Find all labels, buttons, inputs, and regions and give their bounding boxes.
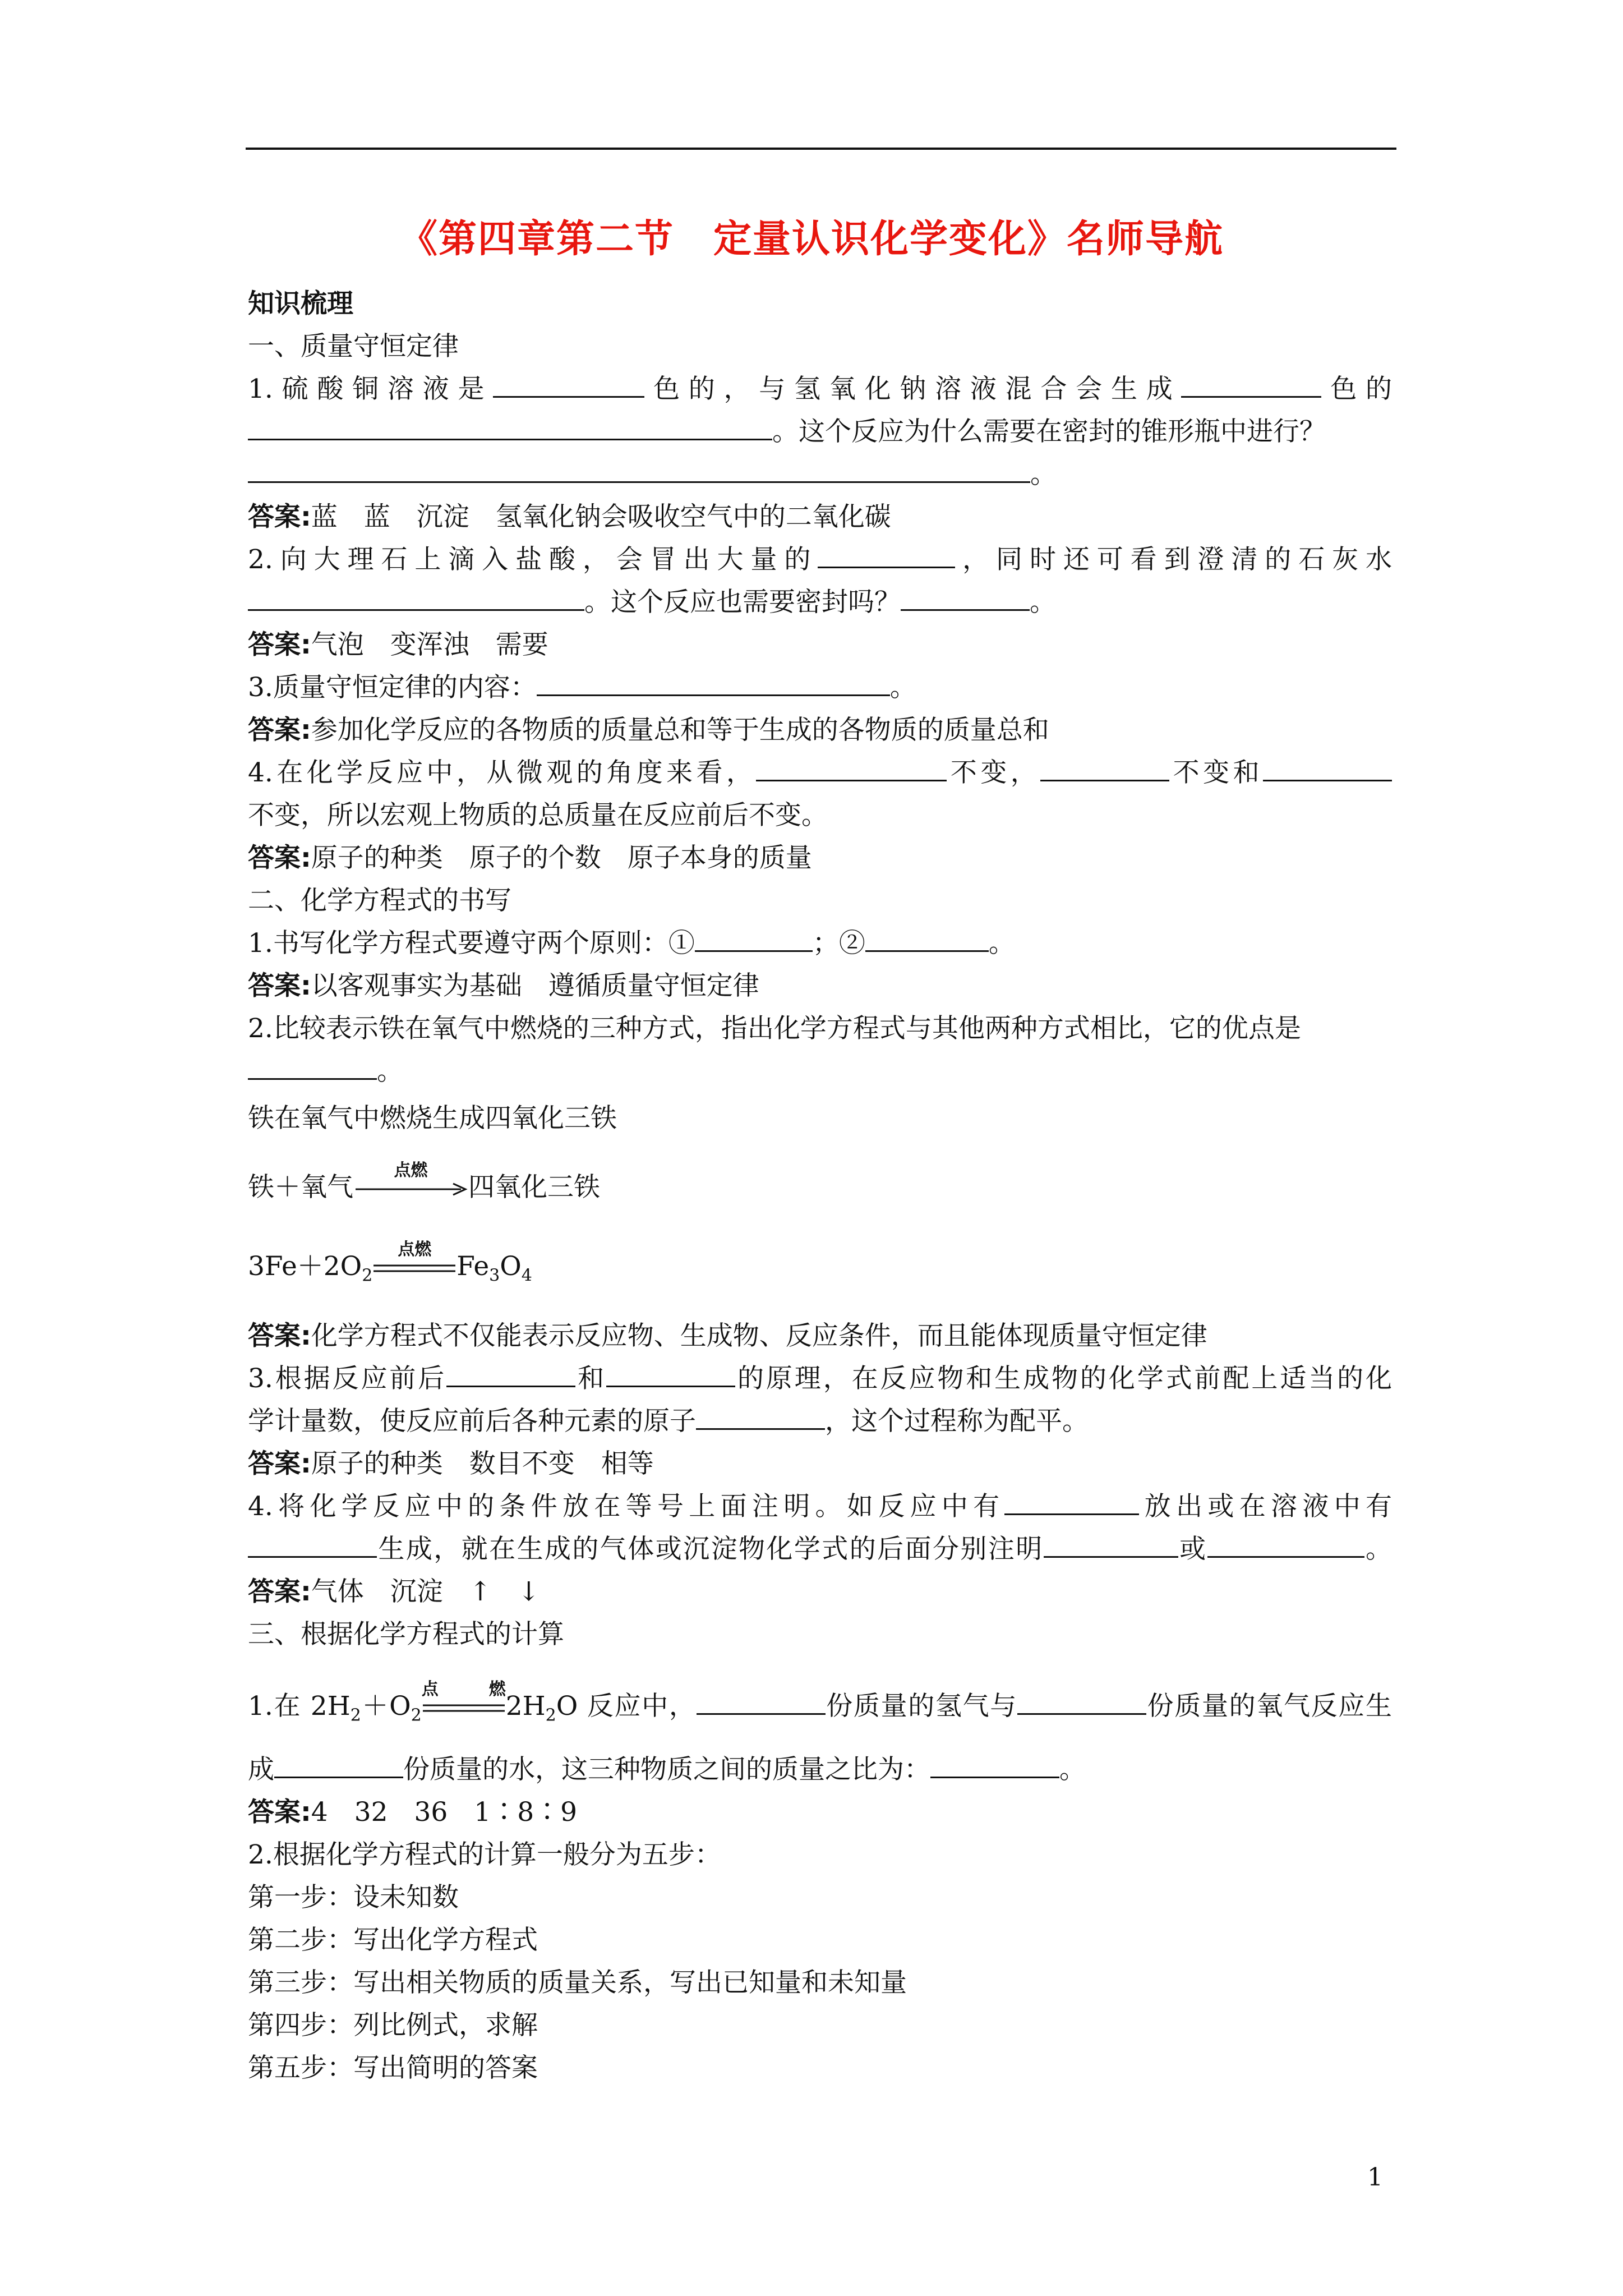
answer-text: 原子的种类 原子的个数 原子本身的质量 [311, 843, 812, 873]
q-text: 学计量数，使反应前后各种元素的原子 [248, 1406, 696, 1437]
page-number: 1 [1367, 2163, 1383, 2192]
formula-right: O [500, 1251, 522, 1282]
part1-q2-line2 [248, 585, 1056, 620]
q-text: 3.根据反应前后 [248, 1363, 447, 1394]
answer-label: 答案: [248, 715, 311, 746]
q-text: 色的 [1321, 374, 1393, 404]
part2-a2 [248, 1318, 1207, 1354]
answer-text: 气泡 变浑浊 需要 [311, 629, 548, 660]
q-text: 或 [1178, 1534, 1207, 1565]
reaction-condition: 点燃 [394, 1161, 428, 1180]
q-text: 1.在 2H [248, 1691, 351, 1722]
answer-blank [493, 371, 644, 398]
step-item: 第一步：设未知数 [248, 1882, 459, 1913]
answer-blank [274, 1752, 403, 1778]
answer-blank [697, 1688, 826, 1715]
q-text: 。 [1364, 1534, 1393, 1565]
subscript: 2 [411, 1705, 422, 1726]
part2-way3 [248, 1240, 532, 1294]
q-text: 。这个反应为什么需要在密封的锥形瓶中进行？ [772, 416, 1326, 447]
section-heading: 知识梳理 [248, 288, 353, 319]
answer-blank [756, 755, 947, 781]
q-text: 3.质量守恒定律的内容： [248, 672, 537, 703]
step-item: 第二步：写出化学方程式 [248, 1925, 538, 1955]
q-text: 。 [889, 672, 916, 703]
part3-a1 [248, 1795, 577, 1830]
q-text: 色的，与氢氧化钠溶液混合会生成 [644, 374, 1182, 404]
part2-a4 [248, 1574, 540, 1610]
answer-blank [901, 585, 1030, 611]
q-text: 份质量的水，这三种物质之间的质量之比为： [403, 1754, 930, 1785]
q-text: 成 [248, 1754, 274, 1785]
subscript: 4 [521, 1266, 532, 1286]
q-text: 1.硫酸铜溶液是 [248, 374, 494, 404]
answer-text: 气体 沉淀 ↑ ↓ [311, 1576, 540, 1607]
reaction-equals [421, 1680, 506, 1724]
answer-blank [695, 926, 813, 952]
q-text: 份质量的氧气反应生 [1146, 1691, 1392, 1722]
q-text: 4.在化学反应中，从微观的角度来看， [248, 757, 757, 788]
q-text: 2.向大理石上滴入盐酸，会冒出大量的 [248, 544, 818, 575]
answer-blank [248, 585, 584, 611]
answer-label: 答案: [248, 843, 311, 873]
answer-blank [1263, 755, 1392, 781]
part2-q1 [248, 926, 1015, 961]
part2-a3 [248, 1446, 654, 1482]
part2-way1: 铁在氧气中燃烧生成四氧化三铁 [248, 1103, 617, 1134]
part1-a1 [248, 499, 891, 535]
part1-heading: 一、质量守恒定律 [248, 331, 459, 362]
answer-blank [606, 1361, 735, 1387]
part2-q4-line2 [248, 1531, 1392, 1567]
q-text: 。这个反应也需要密封吗？ [584, 587, 901, 618]
part2-q2-line1: 2.比较表示铁在氧气中燃烧的三种方式，指出化学方程式与其他两种方式相比，它的优点是 [248, 1013, 1301, 1044]
answer-blank [537, 670, 890, 696]
q-text: ，同时还可看到澄清的石灰水 [955, 544, 1393, 575]
page-title: 《第四章第二节 定量认识化学变化》名师导航 [399, 217, 1224, 261]
word-equation-left: 铁＋氧气 [248, 1172, 353, 1203]
step-item: 第四步：列比例式，求解 [248, 2010, 538, 2041]
q-text: 和 [575, 1363, 607, 1394]
part2-q3-line1 [248, 1361, 1392, 1397]
answer-label: 答案: [248, 1448, 311, 1479]
q-text: ＋O [361, 1691, 411, 1722]
answer-text: 蓝 蓝 沉淀 氢氧化钠会吸收空气中的二氧化碳 [311, 501, 891, 532]
part2-way2 [248, 1161, 600, 1205]
part3-q1-line2 [248, 1752, 1086, 1788]
reaction-arrow [353, 1161, 468, 1205]
q-text: 。 [988, 928, 1015, 959]
answer-text: 以客观事实为基础 遵循质量守恒定律 [311, 970, 759, 1001]
answer-blank [248, 457, 1030, 483]
answer-blank [1040, 755, 1169, 781]
q-text: 1.书写化学方程式要遵守两个原则：① [248, 928, 695, 959]
q-text: 。 [1030, 587, 1056, 618]
part2-a1 [248, 968, 759, 1004]
q-text: 不变和 [1169, 757, 1264, 788]
q-text: 不变， [947, 757, 1041, 788]
part1-q4-line1 [248, 755, 1392, 791]
answer-blank [818, 542, 955, 568]
part2-q4-line1 [248, 1489, 1392, 1525]
part1-q1-line3 [248, 457, 1057, 493]
step-item: 第三步：写出相关物质的质量关系，写出已知量和未知量 [248, 1967, 907, 1998]
q-text: 2H [505, 1691, 546, 1722]
part1-q3 [248, 670, 916, 706]
part3-q1-line1 [248, 1680, 1392, 1733]
answer-blank [1004, 1489, 1139, 1515]
answer-blank [248, 1531, 377, 1558]
answer-label: 答案: [248, 629, 311, 660]
answer-label: 答案: [248, 1576, 311, 1607]
answer-blank [696, 1404, 825, 1430]
q-text: 。 [1030, 459, 1057, 490]
part1-q4-line2: 不变，所以宏观上物质的总质量在反应前后不变。 [248, 800, 828, 831]
q-text: O 反应中， [556, 1691, 697, 1722]
answer-text: 4 32 36 1∶8∶9 [311, 1797, 578, 1828]
part1-q1-line2 [248, 414, 1326, 450]
answer-blank [248, 1053, 377, 1080]
answer-blank [1181, 371, 1321, 398]
answer-label: 答案: [248, 1320, 311, 1351]
part1-a2 [248, 627, 548, 663]
answer-blank [1017, 1688, 1146, 1715]
answer-blank [1207, 1531, 1364, 1558]
q-text: 生成，就在生成的气体或沉淀物化学式的后面分别注明 [377, 1534, 1044, 1565]
answer-label: 答案: [248, 970, 311, 1001]
reaction-condition: 点燃 [421, 1680, 506, 1699]
part2-q2-line2 [248, 1053, 403, 1089]
q-text: 放出或在溶液中有 [1139, 1491, 1393, 1522]
answer-blank [248, 414, 772, 440]
part1-a4 [248, 840, 812, 876]
q-text: 的原理，在反应物和生成物的化学式前配上适当的化 [735, 1363, 1393, 1394]
reaction-condition: 点燃 [398, 1240, 432, 1259]
subscript: 2 [350, 1705, 361, 1726]
header-rule [246, 148, 1396, 150]
answer-blank [1044, 1531, 1178, 1558]
q-text: ；② [812, 928, 865, 959]
q-text: ，这个过程称为配平。 [825, 1406, 1089, 1437]
answer-label: 答案: [248, 501, 311, 532]
q-text: 份质量的氢气与 [825, 1691, 1017, 1722]
subscript: 3 [489, 1266, 500, 1286]
part2-heading: 二、化学方程式的书写 [248, 885, 511, 916]
part3-q2: 2.根据化学方程式的计算一般分为五步： [248, 1839, 721, 1870]
q-text: 。 [1059, 1754, 1086, 1785]
formula-right: Fe [457, 1251, 490, 1282]
part1-q2-line1 [248, 542, 1392, 578]
answer-text: 原子的种类 数目不变 相等 [311, 1448, 654, 1479]
answer-text: 化学方程式不仅能表示反应物、生成物、反应条件，而且能体现质量守恒定律 [311, 1320, 1207, 1351]
reaction-equals [372, 1240, 457, 1285]
answer-text: 参加化学反应的各物质的质量总和等于生成的各物质的质量总和 [311, 715, 1049, 746]
subscript: 2 [545, 1705, 556, 1726]
word-equation-right: 四氧化三铁 [468, 1172, 600, 1203]
q-text: 。 [377, 1056, 403, 1087]
answer-blank [930, 1752, 1059, 1778]
formula-left: 3Fe＋2O [248, 1251, 362, 1282]
q-text: 4.将化学反应中的条件放在等号上面注明。如反应中有 [248, 1491, 1005, 1522]
answer-blank [446, 1361, 575, 1387]
part1-q1-line1 [248, 371, 1392, 407]
answer-label: 答案: [248, 1797, 311, 1828]
answer-blank [865, 926, 989, 952]
part3-heading: 三、根据化学方程式的计算 [248, 1619, 564, 1650]
step-item: 第五步：写出简明的答案 [248, 2053, 538, 2083]
part2-q3-line2 [248, 1404, 1089, 1439]
part1-a3 [248, 712, 1049, 748]
subscript: 2 [362, 1266, 373, 1286]
